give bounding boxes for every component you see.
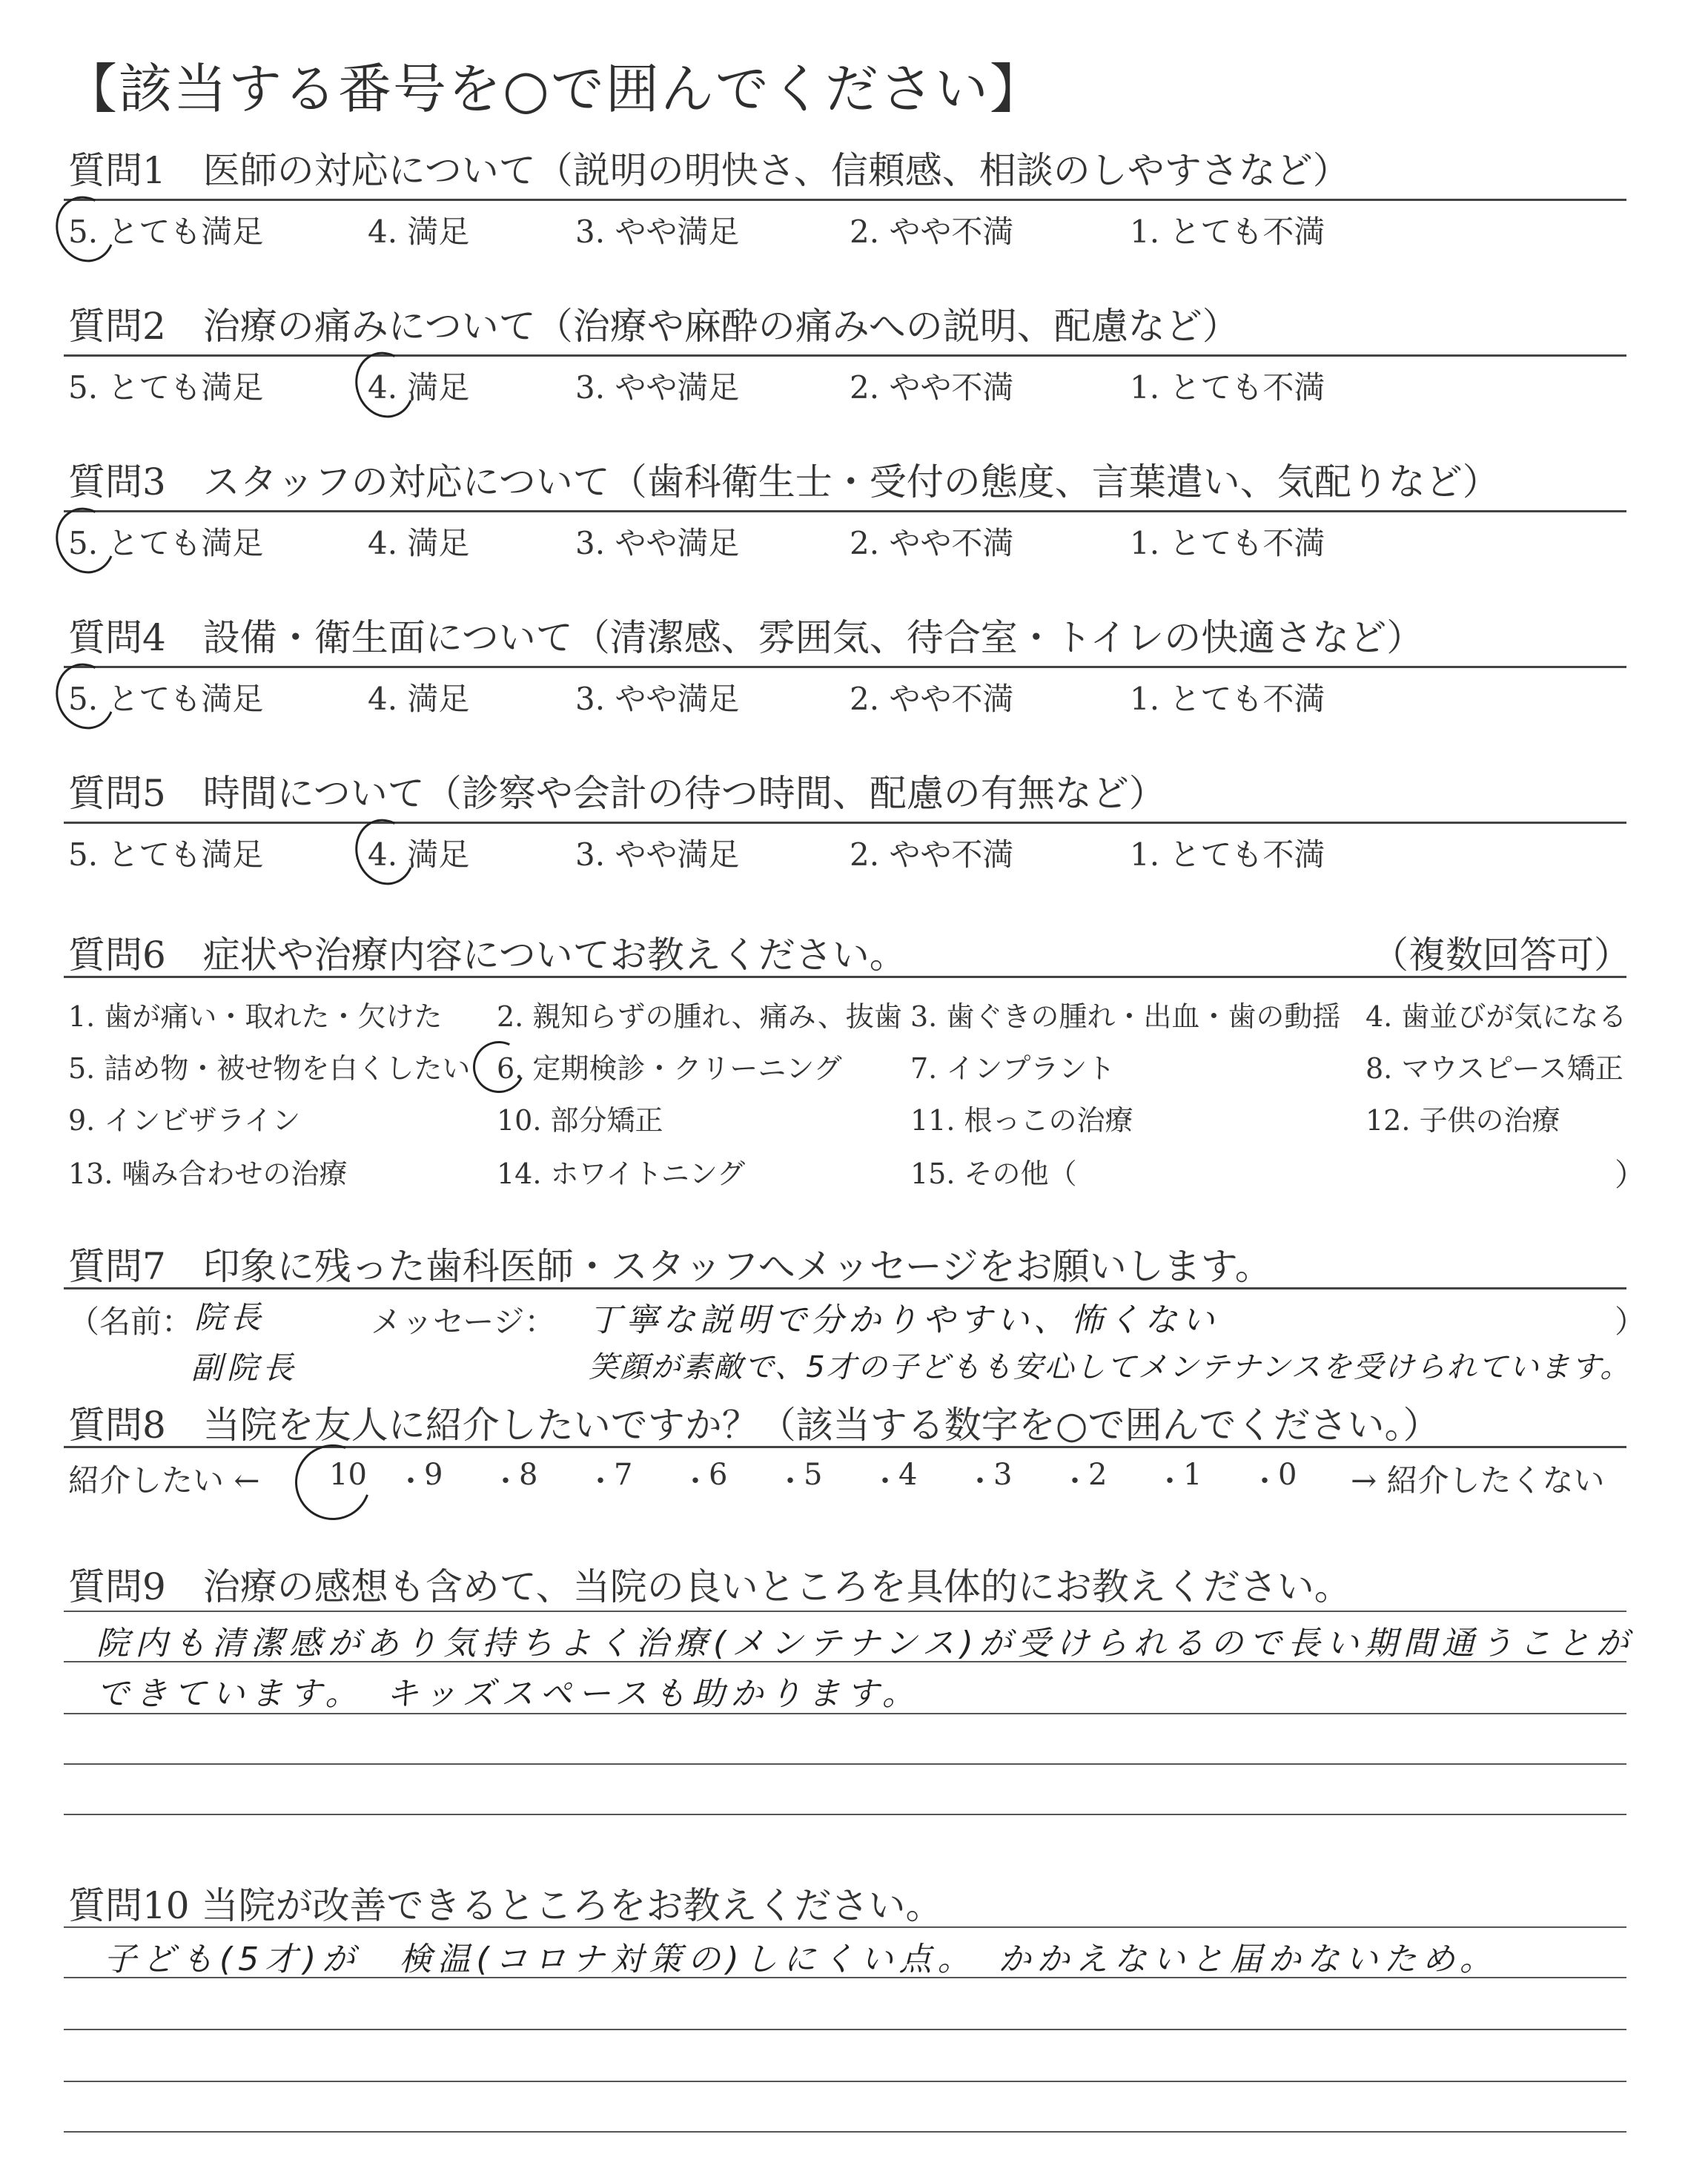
q6-option-3[interactable]: 3. 歯ぐきの腫れ・出血・歯の動揺 <box>910 1000 1341 1033</box>
q10-line-4 <box>64 2131 1626 2133</box>
q10-hand-line-1: 子ども(5才)が 検温(コロナ対策の)しにくい点。 かかえないと届かないため。 <box>104 1941 1498 1978</box>
q6-option-4[interactable]: 4. 歯並びが気になる <box>1366 1000 1627 1033</box>
q1-option-5[interactable]: 5. とても満足 <box>68 214 264 250</box>
q4-option-4[interactable]: 4. 満足 <box>368 681 470 717</box>
q3-option-4[interactable]: 4. 満足 <box>368 525 470 561</box>
q8-scale-8[interactable]: 8 <box>519 1458 538 1492</box>
q3-option-3[interactable]: 3. やや満足 <box>575 525 740 561</box>
q8-scale-2[interactable]: 2 <box>1088 1458 1108 1492</box>
q8-scale-separator: ・ <box>396 1464 426 1499</box>
q5-option-3[interactable]: 3. やや満足 <box>575 836 740 873</box>
q8-scale-separator: ・ <box>1155 1464 1185 1499</box>
q9-line-1 <box>64 1661 1626 1662</box>
q3-option-5[interactable]: 5. とても満足 <box>68 525 264 561</box>
q8-scale-separator: ・ <box>1250 1464 1280 1499</box>
q3-option-1[interactable]: 1. とても不満 <box>1130 525 1325 561</box>
q6-selection-circle[interactable] <box>466 1034 532 1100</box>
q1-title: 質問1 医師の対応について（説明の明快さ、信頼感、相談のしやすさなど） <box>68 149 1350 192</box>
q8-right-label: → 紹介したくない <box>1351 1462 1605 1499</box>
q9-title: 質問9 治療の感想も含めて、当院の良いところを具体的にお教えください。 <box>68 1565 1351 1608</box>
q6-option-11[interactable]: 11. 根っこの治療 <box>910 1104 1133 1137</box>
q7-hand-message-2: 笑顔が素敵で、5才の子どもも安心してメンテナンスを受けられています。 <box>589 1350 1632 1384</box>
q8-scale-separator: ・ <box>870 1464 900 1499</box>
q8-scale-10[interactable]: 10 <box>329 1458 367 1492</box>
q6-option-9[interactable]: 9. インビザライン <box>68 1104 301 1137</box>
q7-close-paren: ） <box>1615 1304 1646 1340</box>
q3-title: 質問3 スタッフの対応について（歯科衛生士・受付の態度、言葉遣い、気配りなど） <box>68 460 1500 503</box>
q9-line-2 <box>64 1713 1626 1714</box>
q10-line-2 <box>64 2029 1626 2030</box>
q6-option-2[interactable]: 2. 親知らずの腫れ、痛み、抜歯 <box>497 1000 902 1033</box>
q10-line-0 <box>64 1926 1626 1928</box>
q2-option-5[interactable]: 5. とても満足 <box>68 369 264 406</box>
q9-line-4 <box>64 1814 1626 1815</box>
q2-rule <box>64 354 1626 357</box>
q1-option-1[interactable]: 1. とても不満 <box>1130 214 1325 250</box>
q7-hand-name-1: 院長 <box>194 1299 266 1335</box>
q6-option-5[interactable]: 5. 詰め物・被せ物を白くしたい <box>68 1052 471 1085</box>
q8-rule <box>64 1446 1626 1448</box>
q6-option-12[interactable]: 12. 子供の治療 <box>1366 1104 1560 1137</box>
q1-rule <box>64 199 1626 201</box>
q7-hand-name-2: 副院長 <box>191 1350 299 1386</box>
q8-scale-separator: ・ <box>1060 1464 1090 1499</box>
q6-option-15[interactable]: 15. その他（ <box>910 1157 1077 1190</box>
q6-option-14[interactable]: 14. ホワイトニング <box>497 1157 746 1190</box>
q2-option-2[interactable]: 2. やや不満 <box>850 369 1014 406</box>
q7-name-label: （名前： <box>68 1304 193 1340</box>
q2-option-4[interactable]: 4. 満足 <box>368 369 470 406</box>
q5-option-1[interactable]: 1. とても不満 <box>1130 836 1325 873</box>
q6-other-close: ） <box>1615 1157 1646 1193</box>
q5-option-4[interactable]: 4. 満足 <box>368 836 470 873</box>
q7-hand-message-1: 丁寧な説明で分かりやすい、怖くない <box>589 1301 1219 1339</box>
q1-option-3[interactable]: 3. やや満足 <box>575 214 740 250</box>
q6-option-8[interactable]: 8. マウスピース矯正 <box>1366 1052 1623 1085</box>
q8-scale-3[interactable]: 3 <box>993 1458 1013 1492</box>
q4-title: 質問4 設備・衛生面について（清潔感、雰囲気、待合室・トイレの快適さなど） <box>68 616 1424 659</box>
q8-scale-separator: ・ <box>491 1464 520 1499</box>
q4-option-5[interactable]: 5. とても満足 <box>68 681 264 717</box>
q4-rule <box>64 666 1626 668</box>
q8-title: 質問8 当院を友人に紹介したいですか？（該当する数字を○で囲んでください。） <box>68 1404 1440 1447</box>
q9-hand-line-1: 院内も清潔感があり気持ちよく治療(メンテナンス)が受けられるので長い期間通うことが <box>96 1625 1635 1662</box>
q6-option-6[interactable]: 6. 定期検診・クリーニング <box>497 1052 842 1085</box>
q9-line-3 <box>64 1763 1626 1765</box>
q6-title: 質問6 症状や治療内容についてお教えください。 <box>68 934 907 977</box>
q4-option-1[interactable]: 1. とても不満 <box>1130 681 1325 717</box>
q5-title: 質問5 時間について（診察や会計の待つ時間、配慮の有無など） <box>68 772 1166 815</box>
q6-rule <box>64 976 1626 978</box>
q7-title: 質問7 印象に残った歯科医師・スタッフへメッセージをお願いします。 <box>68 1245 1272 1288</box>
q8-scale-9[interactable]: 9 <box>424 1458 443 1492</box>
q1-option-2[interactable]: 2. やや不満 <box>850 214 1014 250</box>
q2-option-1[interactable]: 1. とても不満 <box>1130 369 1325 406</box>
q10-title: 質問10 当院が改善できるところをお教えください。 <box>68 1884 943 1927</box>
q8-scale-separator: ・ <box>586 1464 615 1499</box>
q8-scale-7[interactable]: 7 <box>614 1458 633 1492</box>
q10-line-3 <box>64 2081 1626 2082</box>
q9-line-0 <box>64 1611 1626 1612</box>
q6-option-1[interactable]: 1. 歯が痛い・取れた・欠けた <box>68 1000 443 1033</box>
q2-option-3[interactable]: 3. やや満足 <box>575 369 740 406</box>
q8-scale-6[interactable]: 6 <box>709 1458 728 1492</box>
q2-title: 質問2 治療の痛みについて（治療や麻酔の痛みへの説明、配慮など） <box>68 305 1239 348</box>
q8-scale-separator: ・ <box>681 1464 710 1499</box>
q5-rule <box>64 822 1626 824</box>
q8-scale-4[interactable]: 4 <box>898 1458 918 1492</box>
q3-rule <box>64 510 1626 512</box>
q5-option-5[interactable]: 5. とても満足 <box>68 836 264 873</box>
q8-scale-0[interactable]: 0 <box>1278 1458 1297 1492</box>
q7-rule <box>64 1287 1626 1289</box>
q9-hand-line-2: できています。 キッズスペースも助かります。 <box>96 1675 921 1713</box>
q4-option-2[interactable]: 2. やや不満 <box>850 681 1014 717</box>
q10-line-1 <box>64 1977 1626 1978</box>
q6-note: （複数回答可） <box>1371 934 1631 977</box>
q8-left-label: 紹介したい ← <box>68 1462 260 1499</box>
q8-scale-separator: ・ <box>965 1464 995 1499</box>
q8-scale-1[interactable]: 1 <box>1183 1458 1202 1492</box>
q6-option-10[interactable]: 10. 部分矯正 <box>497 1104 663 1137</box>
q8-scale-5[interactable]: 5 <box>804 1458 823 1492</box>
q1-option-4[interactable]: 4. 満足 <box>368 214 470 250</box>
q4-option-3[interactable]: 3. やや満足 <box>575 681 740 717</box>
q6-option-13[interactable]: 13. 噛み合わせの治療 <box>68 1157 348 1190</box>
page-header: 【該当する番号を○で囲んでください】 <box>64 58 1045 120</box>
q7-message-label: メッセージ： <box>371 1304 556 1340</box>
q3-option-2[interactable]: 2. やや不満 <box>850 525 1014 561</box>
q8-scale-separator: ・ <box>775 1464 805 1499</box>
q5-option-2[interactable]: 2. やや不満 <box>850 836 1014 873</box>
q6-option-7[interactable]: 7. インプラント <box>910 1052 1116 1085</box>
